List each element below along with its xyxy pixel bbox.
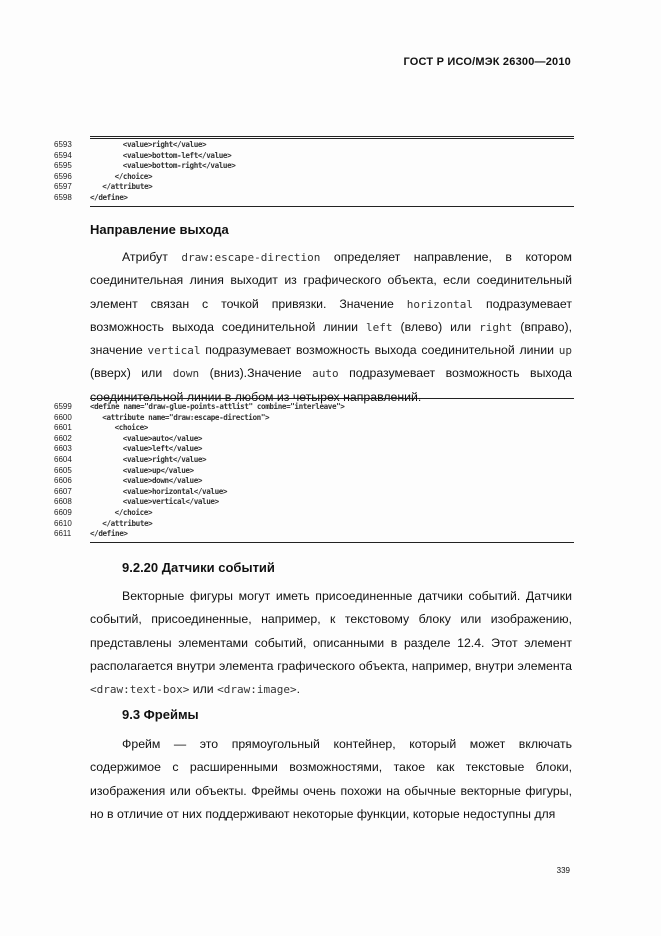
line-number: 6605 — [54, 465, 72, 475]
code-text: <value>bottom-right</value> — [122, 161, 236, 171]
code-text: </attribute> — [102, 518, 153, 528]
code-text: </attribute> — [102, 182, 153, 192]
code-inline: left — [365, 320, 393, 334]
code-text: <value>vertical</value> — [122, 497, 219, 507]
text: Атрибут — [122, 250, 182, 264]
code-inline: auto — [312, 367, 339, 381]
code-line — [54, 476, 574, 486]
code-inline: <draw:image> — [217, 683, 297, 697]
code-line — [54, 140, 574, 150]
code-text: <value>bottom-left</value> — [122, 150, 232, 160]
code-text: </choice> — [114, 508, 153, 517]
code-line — [54, 151, 574, 161]
code-text: <define name="draw-glue-points-attlist" combine="interleave"> — [90, 402, 345, 411]
code-line — [54, 161, 574, 171]
code-line — [54, 434, 574, 444]
code-text: <attribute name="draw:escape-direction"> — [102, 412, 270, 422]
text: подразумевает возможность выхода соединительной линии — [90, 296, 572, 334]
line-number: 6602 — [54, 433, 72, 443]
text: Фрейм — это прямоугольный контейнер, который может включать содержимое с расширенными возможностями, такое как текстовые блоки, изображения или объекты. Фреймы очень похожи на обычные векторные фигуры, но в отличие от них поддерживают некоторые функции, которые недоступны для — [90, 737, 572, 821]
text: определяет направление, в котором соединительная линия выходит из графического объекта, если соединительный элемент связан с точкой привязки. Значение — [90, 250, 572, 311]
line-number: 6607 — [54, 486, 72, 496]
code-line — [54, 497, 574, 507]
paragraph-event-sensors — [90, 585, 572, 701]
line-number: 6610 — [54, 518, 72, 528]
code-inline: <draw:text-box> — [90, 683, 190, 697]
code-line — [54, 487, 574, 497]
code-text: <value>horizontal</value> — [122, 486, 228, 496]
paragraph-frames — [90, 733, 572, 826]
code-line — [54, 182, 574, 192]
text: (влево) или — [392, 319, 480, 334]
code-text: <value>right</value> — [122, 140, 207, 149]
code-text: </define> — [90, 529, 128, 539]
text: (вверх) или — [90, 366, 173, 381]
code-inline: right — [479, 320, 513, 334]
line-number: 6603 — [54, 444, 72, 454]
line-number: 6604 — [54, 455, 72, 464]
text: подразумевает возможность выхода соединительной линии — [200, 343, 559, 358]
code-line — [54, 466, 574, 476]
code-line — [54, 423, 574, 433]
line-number: 6595 — [54, 161, 72, 171]
line-number: 6606 — [54, 476, 72, 486]
code-line — [54, 455, 574, 465]
code-text: <value>left</value> — [122, 444, 203, 454]
code-text: <value>up</value> — [122, 465, 194, 475]
code-listing-1 — [54, 136, 574, 208]
section-title-sensors: 9.2.20 Датчики событий — [122, 560, 275, 575]
code-line — [54, 519, 574, 529]
text: Векторные фигуры могут иметь присоединенные датчики событий. Датчики событий, присоединенные, например, к текстовому блоку или изображению, представлены элементами событий, описанными в разделе 12.4. Этот элемент располагается внутри элемента графического объекта, например, внутри элемента — [90, 589, 572, 673]
code-text: <value>auto</value> — [122, 433, 203, 443]
line-number: 6608 — [54, 497, 72, 507]
text: (вправо), значение — [90, 319, 572, 358]
line-number: 6596 — [54, 171, 72, 181]
code-line — [54, 172, 574, 182]
code-text: </choice> — [114, 171, 153, 181]
code-line — [54, 444, 574, 454]
code-rule-top — [90, 136, 574, 139]
code-inline: down — [172, 367, 200, 381]
paragraph-escape-direction — [90, 246, 572, 409]
code-rule-top — [90, 398, 574, 399]
line-number: 6593 — [54, 140, 72, 149]
code-line — [54, 413, 574, 423]
code-line — [54, 193, 574, 203]
code-inline: up — [558, 344, 572, 358]
line-number: 6609 — [54, 508, 72, 517]
code-text: <value>right</value> — [122, 455, 207, 464]
section-title-escape: Направление выхода — [90, 222, 229, 237]
section-title-frames: 9.3 Фреймы — [122, 707, 199, 722]
page-number: 339 — [556, 866, 570, 875]
code-inline: horizontal — [406, 297, 474, 311]
code-line — [54, 508, 574, 518]
text: подразумевает возможность выхода соединительной линии в любом из четырех направлений. — [90, 366, 572, 404]
line-number: 6600 — [54, 412, 72, 422]
code-rule-bottom — [90, 206, 574, 207]
line-number: 6598 — [54, 193, 72, 202]
code-inline: draw:escape-direction — [181, 251, 321, 264]
code-line — [54, 402, 574, 412]
text: . — [296, 682, 300, 697]
line-number: 6601 — [54, 423, 72, 433]
code-text: <value>down</value> — [122, 476, 203, 486]
line-number: 6611 — [54, 529, 72, 539]
code-text: <choice> — [114, 423, 148, 433]
line-number: 6594 — [54, 150, 72, 160]
line-number: 6599 — [54, 402, 72, 411]
code-listing-2 — [54, 398, 574, 544]
code-inline: vertical — [147, 344, 201, 358]
line-number: 6597 — [54, 182, 72, 192]
code-text: </define> — [90, 193, 128, 202]
code-rule-bottom — [90, 542, 574, 543]
standard-header: ГОСТ Р ИСО/МЭК 26300—2010 — [403, 56, 571, 68]
code-line — [54, 529, 574, 539]
text: (вниз).Значение — [199, 366, 313, 381]
text: или — [189, 682, 218, 697]
